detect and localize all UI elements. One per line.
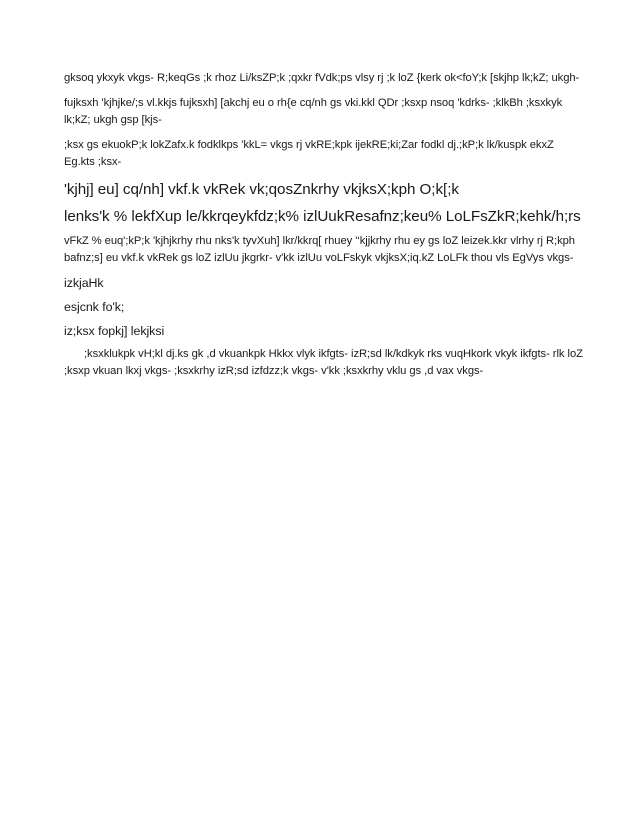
subheading-introduction: izkjaHk [64, 276, 104, 290]
paragraph-2: fujksxh 'kjhjke/;s vl.kkjs fujksxh] [akchj eu o rh{e cq/nh gs vki.kkl QDr ;ksxp nsoq 'kdrks- ;klkBh ;ksxkyk lk;kZ; ukgh gsp [kjs- [64, 97, 563, 126]
verse-heading: lenks'k % lekfXup le/kkrqeykfdz;k% izlUukResafnz;keu% LoLFsZkR;kehk/h;rs [64, 208, 581, 225]
paragraph-1: gksoq ykxyk vkgs- R;keqGs ;k rhoz Li/ksZP;k ;qxkr fVdk;ps vlsy rj ;k loZ {kerk ok<foY;k [skjhp lk;kZ; ukgh- [64, 72, 580, 84]
subheading-topic: esjcnk fo'k; [64, 300, 125, 314]
paragraph-final: ;ksxklukpk vH;kl dj.ks gk ,d vkuankpk Hkkx vlyk ikfgts- izR;sd lk/kdkyk rks vuqHkork vkyk ikfgts- rlk loZ ;ksxp vkuan lkxj vkgs- ;ksxkrhy izR;sd izfdzz;k vkgs- v'kk ;ksxkrhy vklu gs ,d vax vkgs- [64, 348, 583, 377]
document-body [64, 70, 584, 380]
section-heading: 'kjhj] eu] cq/nh] vkf.k vkRek vk;qosZnkrhy vkjksX;kph O;k[;k [64, 181, 459, 198]
paragraph-3: ;ksx gs ekuokP;k lokZafx.k fodklkps 'kkL= vkgs rj vkRE;kpk ijekRE;ki;Zar fodkl dj.;kP;k lk/kuspk ekxZ Eg.kts ;ksx- [64, 139, 554, 168]
subheading-conclusion: iz;ksx fopkj] lekjksi [64, 324, 165, 338]
verse-meaning-paragraph: vFkZ % euq';kP;k 'kjhjkrhy rhu nks'k tyvXuh] lkr/kkrq[ rhuey '‘kjjkrhy rhu ey gs loZ leizek.kkr vlrhy rj R;kph bafnz;s] eu vkf.k vkRek gs loZ izlUu jkgrkr- v'kk izlUu voLFskyk vkjksX;iq.kZ LoLFk thou vls EgVys vkgs- [64, 235, 575, 264]
